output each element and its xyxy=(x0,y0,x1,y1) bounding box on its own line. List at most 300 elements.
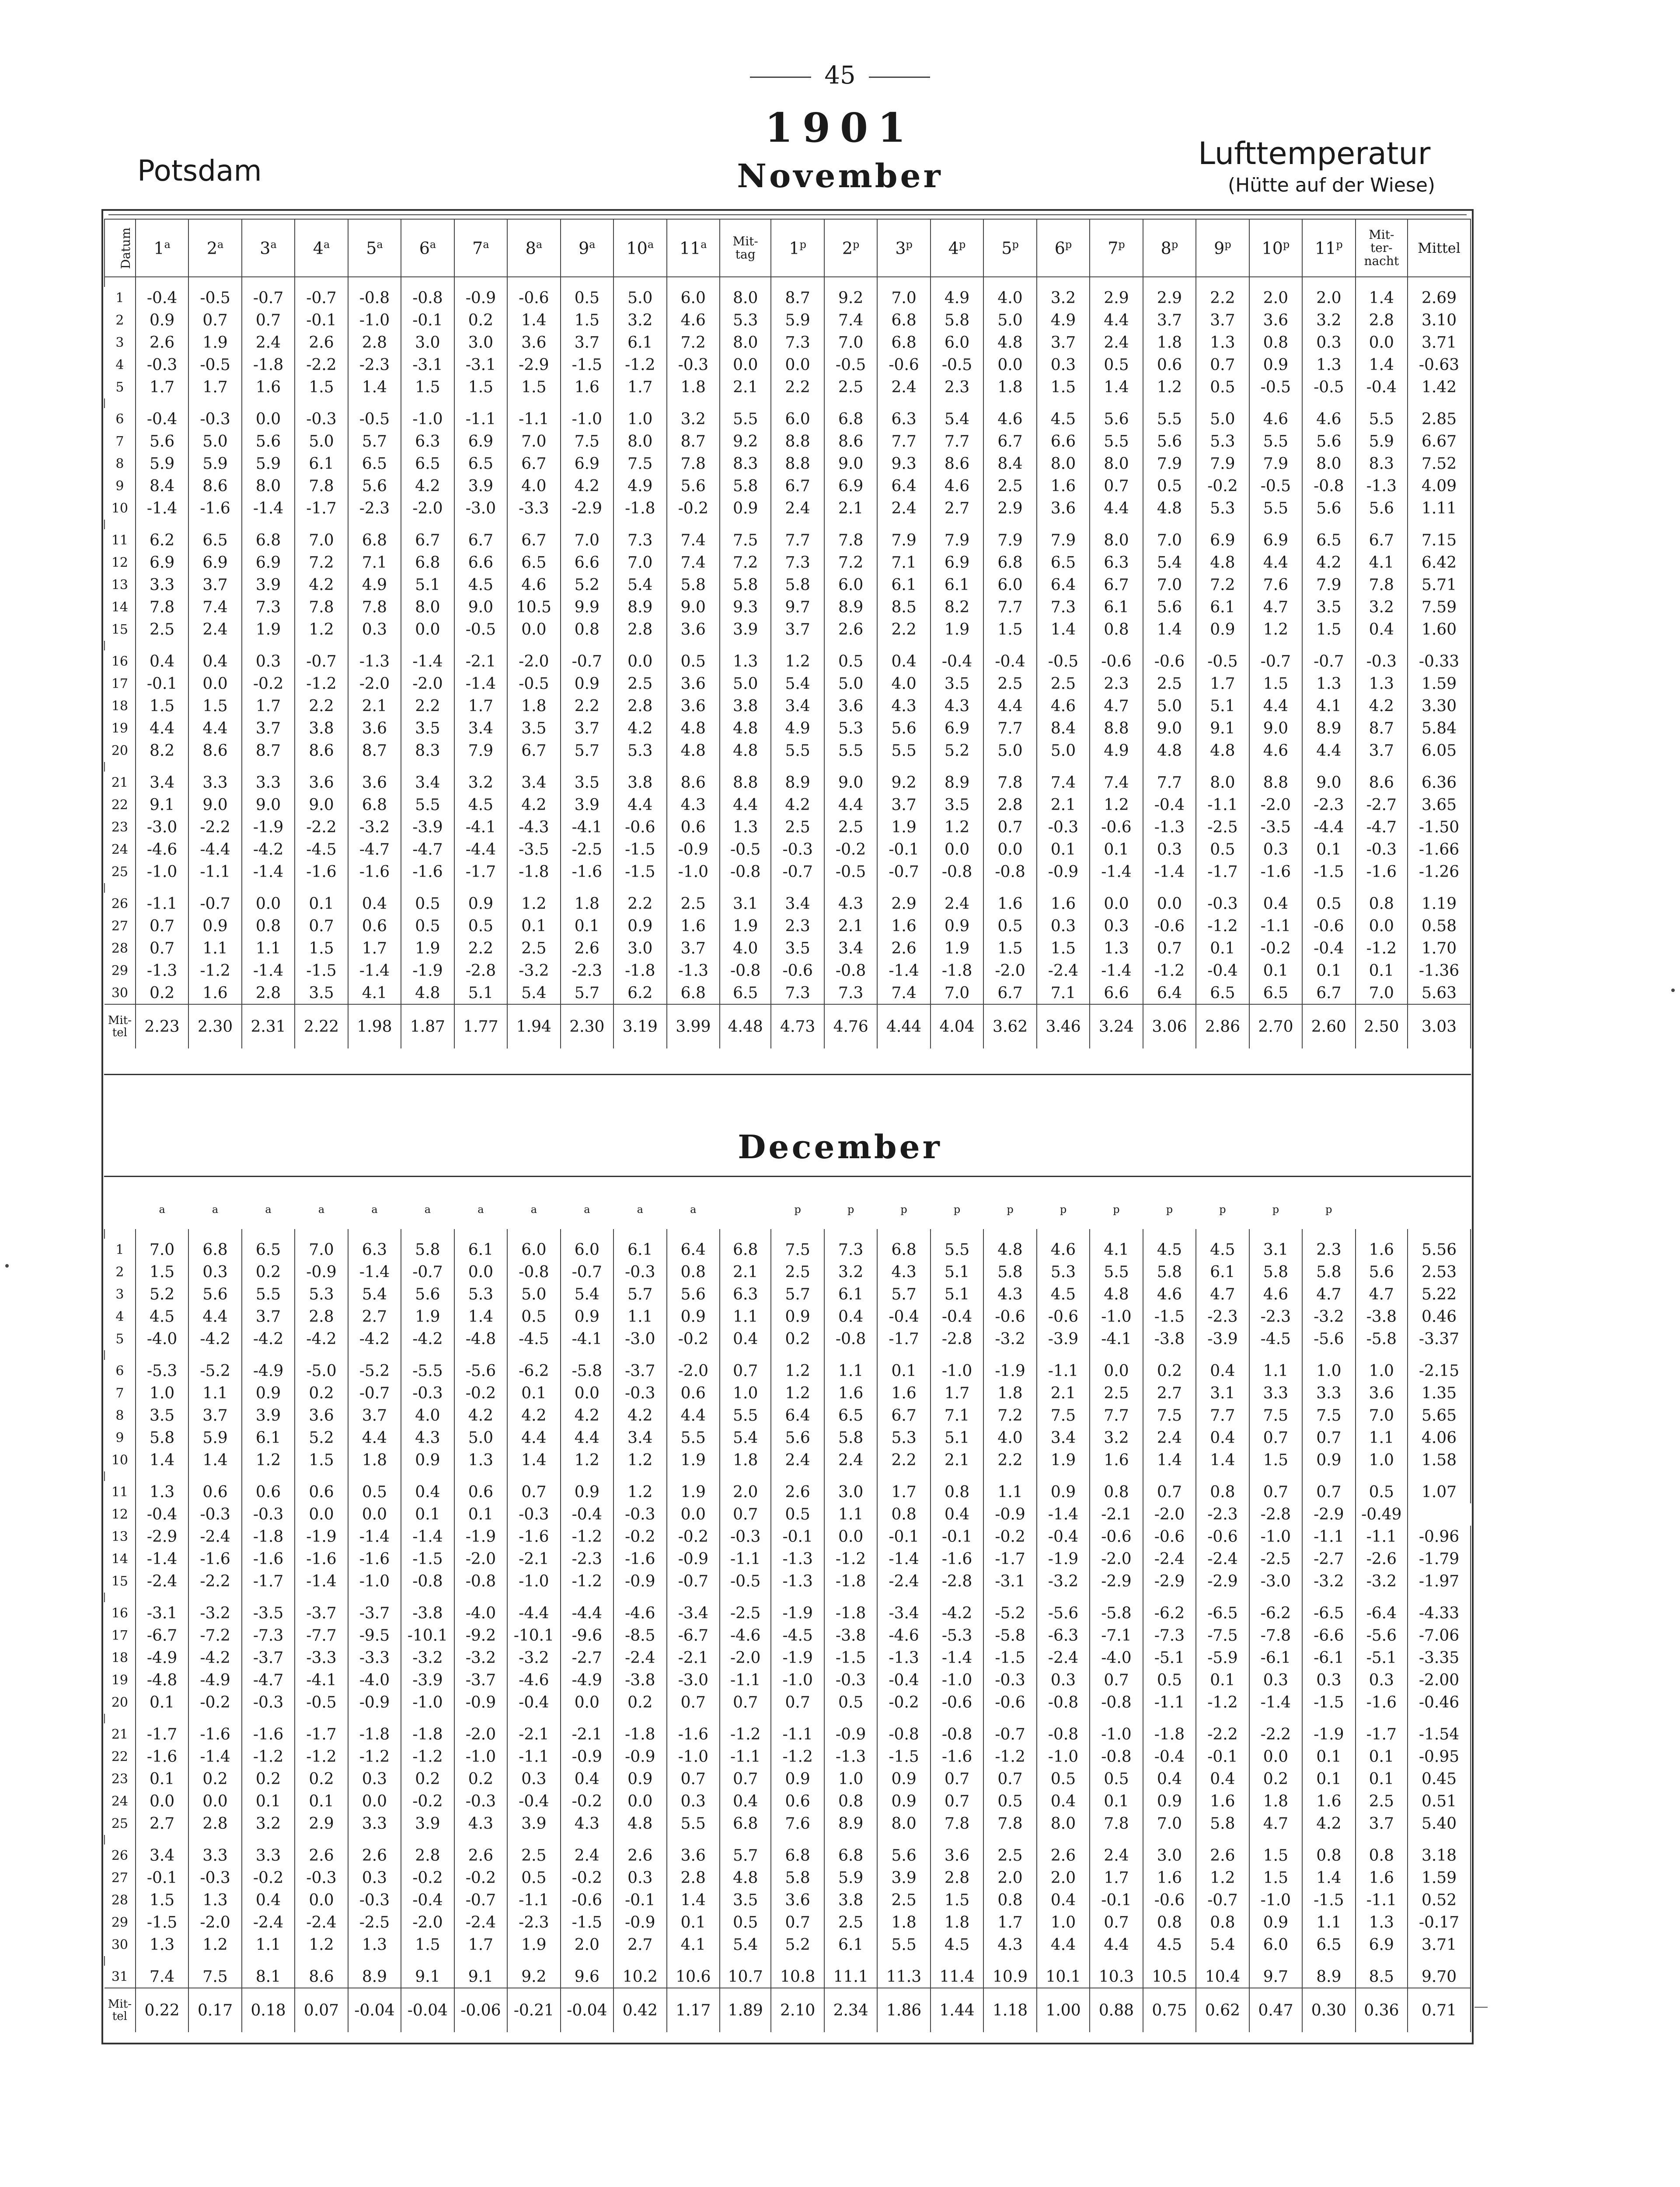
value-cell: 0.0 xyxy=(348,1790,401,1813)
value-cell: 1.07 xyxy=(1408,1481,1471,1503)
value-cell: 7.8 xyxy=(1356,574,1408,596)
value-cell: 5.0 xyxy=(295,430,348,453)
value-cell: 2.6 xyxy=(561,937,613,960)
value-cell: 7.9 xyxy=(1302,574,1355,596)
value-cell: 7.3 xyxy=(771,552,824,574)
value-cell: 2.0 xyxy=(1037,1867,1090,1889)
value-cell: 4.5 xyxy=(1037,1283,1090,1306)
value-cell: 9.0 xyxy=(454,596,507,618)
value-cell: 0.8 xyxy=(561,618,613,641)
value-cell: 6.4 xyxy=(877,475,930,497)
value-cell: 0.7 xyxy=(720,1503,771,1526)
value-cell: -1.4 xyxy=(1143,861,1196,883)
value-cell: -1.8 xyxy=(507,861,560,883)
value-cell: -2.8 xyxy=(1249,1503,1302,1526)
value-cell: 3.7 xyxy=(561,717,613,740)
value-cell: 5.5 xyxy=(720,408,771,430)
value-cell: 1.6 xyxy=(1037,893,1090,915)
table-row xyxy=(105,1328,1471,1350)
value-cell: 0.6 xyxy=(348,915,401,937)
value-cell: 0.4 xyxy=(877,650,930,673)
day-cell: 14 xyxy=(105,1548,136,1570)
mean-cell: 1.98 xyxy=(348,1004,401,1048)
value-cell: -1.7 xyxy=(983,1548,1036,1570)
table-row xyxy=(105,861,1471,883)
value-cell: 3.30 xyxy=(1408,695,1471,717)
value-cell: -0.2 xyxy=(401,1790,454,1813)
value-cell: 5.1 xyxy=(454,982,507,1004)
value-cell: 0.1 xyxy=(507,1382,560,1404)
value-cell: -1.8 xyxy=(242,354,295,376)
value-cell: 4.6 xyxy=(1249,740,1302,762)
value-cell: 3.2 xyxy=(1356,596,1408,618)
value-cell: 8.5 xyxy=(877,596,930,618)
value-cell: 1.2 xyxy=(561,1449,613,1471)
value-cell: 0.8 xyxy=(1196,1481,1249,1503)
day-cell: 27 xyxy=(105,915,136,937)
value-cell: 7.8 xyxy=(348,596,401,618)
table-row xyxy=(105,1867,1471,1889)
value-cell: 0.5 xyxy=(507,1306,560,1328)
value-cell: 0.3 xyxy=(348,1768,401,1790)
value-cell: 1.9 xyxy=(1037,1449,1090,1471)
value-cell: 3.9 xyxy=(454,475,507,497)
value-cell: -1.2 xyxy=(824,1548,877,1570)
value-cell: 7.2 xyxy=(667,332,720,354)
value-cell: -0.7 xyxy=(188,893,241,915)
value-cell: 1.6 xyxy=(824,1382,877,1404)
value-cell: 3.2 xyxy=(824,1261,877,1283)
value-cell: -2.5 xyxy=(1249,1548,1302,1570)
value-cell: 5.9 xyxy=(188,453,241,475)
value-cell: 0.4 xyxy=(348,893,401,915)
value-cell: 0.7 xyxy=(295,915,348,937)
value-cell: 2.5 xyxy=(824,816,877,838)
value-cell: 3.3 xyxy=(242,772,295,794)
value-cell: 9.0 xyxy=(824,772,877,794)
value-cell: 5.8 xyxy=(983,1261,1036,1283)
value-cell: 4.6 xyxy=(931,475,983,497)
value-cell: 0.3 xyxy=(613,1867,666,1889)
value-cell: 5.8 xyxy=(136,1427,188,1449)
value-cell: -1.1 xyxy=(1356,1526,1408,1548)
table-row xyxy=(105,740,1471,762)
day-cell: 28 xyxy=(105,937,136,960)
value-cell: -0.8 xyxy=(824,1328,877,1350)
table-row xyxy=(105,695,1471,717)
value-cell: -1.1 xyxy=(136,893,188,915)
header-hour: a xyxy=(159,1203,165,1216)
value-cell: -6.5 xyxy=(1196,1602,1249,1625)
value-cell: 6.7 xyxy=(507,529,560,552)
value-cell: 4.4 xyxy=(824,794,877,816)
value-cell: -1.6 xyxy=(188,1723,241,1746)
value-cell: -0.7 xyxy=(1249,650,1302,673)
value-cell: -0.6 xyxy=(1090,1526,1143,1548)
value-cell: 4.5 xyxy=(931,1934,983,1956)
value-cell: 3.8 xyxy=(720,695,771,717)
value-cell: 0.9 xyxy=(667,1306,720,1328)
table-row xyxy=(105,1283,1471,1306)
value-cell: -1.1 xyxy=(507,1746,560,1768)
value-cell: -0.4 xyxy=(136,287,188,309)
value-cell: -5.6 xyxy=(1302,1328,1355,1350)
value-cell: 0.6 xyxy=(667,816,720,838)
value-cell: 8.6 xyxy=(295,1966,348,1988)
value-cell: 0.7 xyxy=(1302,1481,1355,1503)
value-cell: 5.8 xyxy=(1302,1261,1355,1283)
margin-dot xyxy=(1671,989,1675,992)
value-cell: 0.7 xyxy=(1090,475,1143,497)
day-cell: 25 xyxy=(105,1813,136,1835)
value-cell: 0.5 xyxy=(983,1790,1036,1813)
value-cell: -2.7 xyxy=(561,1647,613,1669)
value-cell: 1.2 xyxy=(507,893,560,915)
value-cell: 0.9 xyxy=(188,915,241,937)
value-cell: 6.9 xyxy=(824,475,877,497)
group-spacer xyxy=(105,1350,1471,1360)
mean-cell: 0.47 xyxy=(1249,1988,1302,2032)
value-cell: 0.7 xyxy=(1143,1481,1196,1503)
month-title-december: December xyxy=(738,1128,942,1166)
day-cell: 16 xyxy=(105,1602,136,1625)
value-cell: -2.9 xyxy=(507,354,560,376)
value-cell: 2.4 xyxy=(771,1449,824,1471)
value-cell: 1.2 xyxy=(931,816,983,838)
value-cell: 7.0 xyxy=(1143,574,1196,596)
value-cell: 5.6 xyxy=(1302,430,1355,453)
value-cell: -3.8 xyxy=(613,1669,666,1691)
day-cell: 6 xyxy=(105,408,136,430)
value-cell: 6.5 xyxy=(348,453,401,475)
value-cell: -2.0 xyxy=(401,1911,454,1934)
header-hour: a xyxy=(530,1203,537,1216)
value-cell: -2.0 xyxy=(1143,1503,1196,1526)
value-cell: -3.35 xyxy=(1408,1647,1471,1669)
value-cell: 7.0 xyxy=(1356,1404,1408,1427)
value-cell: -1.2 xyxy=(188,960,241,982)
value-cell: -4.0 xyxy=(348,1669,401,1691)
value-cell: 5.3 xyxy=(1037,1261,1090,1283)
value-cell: 0.3 xyxy=(1249,838,1302,861)
value-cell: -7.06 xyxy=(1408,1625,1471,1647)
value-cell: -0.5 xyxy=(824,861,877,883)
value-cell: 0.2 xyxy=(454,1768,507,1790)
value-cell: 9.0 xyxy=(295,794,348,816)
value-cell: -1.9 xyxy=(983,1360,1036,1382)
value-cell: 1.9 xyxy=(931,937,983,960)
value-cell: 9.1 xyxy=(454,1966,507,1988)
value-cell: 5.0 xyxy=(983,309,1036,332)
value-cell: 6.0 xyxy=(931,332,983,354)
value-cell: -1.3 xyxy=(771,1548,824,1570)
value-cell: 4.3 xyxy=(983,1934,1036,1956)
value-cell: 0.0 xyxy=(136,1790,188,1813)
value-cell: 5.6 xyxy=(188,1283,241,1306)
value-cell: -1.1 xyxy=(1249,915,1302,937)
value-cell: -0.2 xyxy=(1249,937,1302,960)
value-cell: 3.6 xyxy=(824,695,877,717)
value-cell: -0.4 xyxy=(136,408,188,430)
value-cell: -3.9 xyxy=(401,816,454,838)
value-cell: -2.9 xyxy=(136,1526,188,1548)
header-hour: 9$^p$ xyxy=(1196,219,1249,277)
value-cell: -3.8 xyxy=(1143,1328,1196,1350)
value-cell: 0.0 xyxy=(771,354,824,376)
value-cell: -1.4 xyxy=(242,960,295,982)
value-cell: -3.2 xyxy=(1356,1570,1408,1593)
value-cell: 6.4 xyxy=(771,1404,824,1427)
header-hour: a xyxy=(371,1203,378,1216)
value-cell: 1.6 xyxy=(1196,1790,1249,1813)
value-cell: 11.1 xyxy=(824,1966,877,1988)
value-cell: 0.6 xyxy=(295,1481,348,1503)
table-row xyxy=(105,1503,1471,1526)
table-row xyxy=(105,1723,1471,1746)
value-cell: 7.0 xyxy=(561,529,613,552)
value-cell: -1.4 xyxy=(242,861,295,883)
value-cell: 1.3 xyxy=(1090,937,1143,960)
value-cell: 4.9 xyxy=(1090,740,1143,762)
table-row xyxy=(105,1911,1471,1934)
value-cell: 7.2 xyxy=(983,1404,1036,1427)
value-cell: -2.0 xyxy=(401,497,454,520)
value-cell: 8.7 xyxy=(348,740,401,762)
value-cell: 3.9 xyxy=(877,1867,930,1889)
value-cell: 6.3 xyxy=(1090,552,1143,574)
value-cell: 3.2 xyxy=(454,772,507,794)
mean-cell: -0.04 xyxy=(561,1988,613,2032)
value-cell: -1.2 xyxy=(561,1526,613,1548)
value-cell: 2.9 xyxy=(295,1813,348,1835)
value-cell: 4.9 xyxy=(348,574,401,596)
value-cell: 3.2 xyxy=(1090,1427,1143,1449)
header-hour: 5$^p$ xyxy=(983,219,1036,277)
value-cell: 0.9 xyxy=(1037,1481,1090,1503)
value-cell: 4.4 xyxy=(1249,695,1302,717)
value-cell: 7.8 xyxy=(295,475,348,497)
value-cell: -6.2 xyxy=(1143,1602,1196,1625)
value-cell: 5.5 xyxy=(1249,430,1302,453)
value-cell: 0.5 xyxy=(1196,376,1249,398)
value-cell: -1.8 xyxy=(824,1570,877,1593)
value-cell: 2.8 xyxy=(401,1845,454,1867)
value-cell: 3.8 xyxy=(613,772,666,794)
value-cell: 5.8 xyxy=(720,475,771,497)
value-cell: 3.6 xyxy=(348,717,401,740)
value-cell: 0.8 xyxy=(242,915,295,937)
mean-cell: 1.44 xyxy=(931,1988,983,2032)
value-cell: -1.1 xyxy=(720,1746,771,1768)
value-cell: -3.1 xyxy=(983,1570,1036,1593)
value-cell: 0.9 xyxy=(561,1306,613,1328)
value-cell: 5.9 xyxy=(242,453,295,475)
value-cell: -3.37 xyxy=(1408,1328,1471,1350)
value-cell: 7.4 xyxy=(1090,772,1143,794)
page-number: 45 xyxy=(0,61,1680,90)
value-cell: 1.9 xyxy=(507,1934,560,1956)
value-cell: 6.7 xyxy=(507,453,560,475)
value-cell: 3.4 xyxy=(613,1427,666,1449)
value-cell: 6.5 xyxy=(1249,982,1302,1004)
day-cell: 7 xyxy=(105,430,136,453)
value-cell: 4.2 xyxy=(561,1404,613,1427)
day-cell: 22 xyxy=(105,1746,136,1768)
value-cell: -2.2 xyxy=(1196,1723,1249,1746)
header-hour: 10$^a$ xyxy=(613,219,666,277)
value-cell: 7.7 xyxy=(1196,1404,1249,1427)
value-cell: 3.6 xyxy=(1037,497,1090,520)
value-cell: -0.5 xyxy=(295,1691,348,1714)
value-cell: 1.9 xyxy=(667,1449,720,1471)
value-cell: 5.7 xyxy=(771,1283,824,1306)
mean-cell: 3.99 xyxy=(667,1004,720,1048)
value-cell: 1.5 xyxy=(136,1889,188,1911)
value-cell: 0.7 xyxy=(931,1790,983,1813)
value-cell: -0.8 xyxy=(1090,1691,1143,1714)
value-cell: 3.7 xyxy=(242,1306,295,1328)
value-cell: 3.2 xyxy=(1302,309,1355,332)
header-hour: 7$^p$ xyxy=(1090,219,1143,277)
value-cell: 2.4 xyxy=(877,376,930,398)
value-cell: 0.1 xyxy=(1090,1790,1143,1813)
value-cell: -5.2 xyxy=(983,1602,1036,1625)
value-cell: -1.9 xyxy=(295,1526,348,1548)
value-cell: 3.7 xyxy=(1356,1813,1408,1835)
value-cell: 0.5 xyxy=(983,915,1036,937)
value-cell: 3.3 xyxy=(348,1813,401,1835)
value-cell: 2.9 xyxy=(1090,287,1143,309)
value-cell: 1.7 xyxy=(931,1382,983,1404)
value-cell: 1.8 xyxy=(507,695,560,717)
value-cell: -1.4 xyxy=(877,1548,930,1570)
value-cell: 5.6 xyxy=(877,717,930,740)
value-cell: 4.1 xyxy=(1090,1239,1143,1261)
value-cell: 0.3 xyxy=(1143,838,1196,861)
value-cell: -6.7 xyxy=(136,1625,188,1647)
value-cell: 7.59 xyxy=(1408,596,1471,618)
value-cell: -1.0 xyxy=(348,309,401,332)
value-cell: -0.5 xyxy=(1249,376,1302,398)
value-cell: -0.9 xyxy=(348,1691,401,1714)
value-cell: -0.7 xyxy=(877,861,930,883)
value-cell: 1.1 xyxy=(188,1382,241,1404)
value-cell: 0.7 xyxy=(1196,354,1249,376)
value-cell: -0.9 xyxy=(983,1503,1036,1526)
value-cell: -0.5 xyxy=(188,354,241,376)
mean-cell: 2.60 xyxy=(1302,1004,1355,1048)
value-cell: 0.5 xyxy=(348,1481,401,1503)
value-cell: 0.8 xyxy=(667,1261,720,1283)
value-cell: 4.4 xyxy=(1090,309,1143,332)
value-cell: 0.1 xyxy=(1302,1746,1355,1768)
value-cell: -2.0 xyxy=(667,1360,720,1382)
value-cell: -1.2 xyxy=(1356,937,1408,960)
value-cell: -5.6 xyxy=(1356,1625,1408,1647)
value-cell: 0.4 xyxy=(931,1503,983,1526)
value-cell: 1.6 xyxy=(1356,1867,1408,1889)
mean-cell: 1.18 xyxy=(983,1988,1036,2032)
value-cell: -2.7 xyxy=(1302,1548,1355,1570)
value-cell: 0.4 xyxy=(136,650,188,673)
value-cell: -1.4 xyxy=(136,497,188,520)
value-cell: -1.0 xyxy=(1090,1306,1143,1328)
value-cell: -1.5 xyxy=(401,1548,454,1570)
value-cell: -0.7 xyxy=(561,1261,613,1283)
value-cell: -0.6 xyxy=(1090,650,1143,673)
value-cell: -2.5 xyxy=(348,1911,401,1934)
value-cell: 3.6 xyxy=(1356,1382,1408,1404)
value-cell: -0.3 xyxy=(188,1503,241,1526)
value-cell: -0.7 xyxy=(1196,1889,1249,1911)
value-cell: 4.6 xyxy=(1143,1283,1196,1306)
value-cell: 4.4 xyxy=(1249,552,1302,574)
mean-cell: 0.17 xyxy=(188,1988,241,2032)
value-cell: 1.2 xyxy=(771,1382,824,1404)
group-spacer xyxy=(105,1471,1471,1481)
value-cell: 0.4 xyxy=(720,1790,771,1813)
value-cell: -0.2 xyxy=(667,1526,720,1548)
value-cell: -2.4 xyxy=(136,1570,188,1593)
header-hour: p xyxy=(1113,1203,1120,1216)
value-cell: 3.1 xyxy=(720,893,771,915)
value-cell: 6.8 xyxy=(877,332,930,354)
value-cell: -0.6 xyxy=(1143,650,1196,673)
value-cell: 6.8 xyxy=(401,552,454,574)
value-cell: 8.6 xyxy=(667,772,720,794)
value-cell: 0.5 xyxy=(720,1911,771,1934)
value-cell: 9.2 xyxy=(824,287,877,309)
day-cell: 29 xyxy=(105,1911,136,1934)
mean-cell: 1.87 xyxy=(401,1004,454,1048)
value-cell: 6.0 xyxy=(771,408,824,430)
value-cell: -1.2 xyxy=(401,1746,454,1768)
value-cell: 0.1 xyxy=(667,1911,720,1934)
value-cell: 0.9 xyxy=(877,1790,930,1813)
value-cell: -5.8 xyxy=(1356,1328,1408,1350)
group-spacer xyxy=(105,762,1471,772)
value-cell: -0.7 xyxy=(561,650,613,673)
day-cell: 15 xyxy=(105,1570,136,1593)
value-cell: 7.0 xyxy=(507,430,560,453)
value-cell: -1.6 xyxy=(295,861,348,883)
value-cell: 1.9 xyxy=(401,1306,454,1328)
value-cell: -3.2 xyxy=(1037,1570,1090,1593)
value-cell: 6.9 xyxy=(931,717,983,740)
value-cell: 6.5 xyxy=(242,1239,295,1261)
value-cell: -0.7 xyxy=(348,1382,401,1404)
value-cell: 8.4 xyxy=(136,475,188,497)
value-cell: -1.9 xyxy=(242,816,295,838)
value-cell: 0.0 xyxy=(242,408,295,430)
value-cell: -0.5 xyxy=(720,1570,771,1593)
value-cell: 5.5 xyxy=(1090,430,1143,453)
value-cell: 0.2 xyxy=(188,1768,241,1790)
value-cell: -0.3 xyxy=(188,408,241,430)
value-cell: -1.2 xyxy=(348,1746,401,1768)
value-cell: -0.4 xyxy=(1037,1526,1090,1548)
value-cell: 2.5 xyxy=(877,1889,930,1911)
value-cell: 8.8 xyxy=(1249,772,1302,794)
header-hour: 2$^p$ xyxy=(824,219,877,277)
value-cell: 7.2 xyxy=(1196,574,1249,596)
value-cell: 7.4 xyxy=(877,982,930,1004)
day-cell: 10 xyxy=(105,1449,136,1471)
value-cell: 0.0 xyxy=(1090,1360,1143,1382)
value-cell: 5.8 xyxy=(771,574,824,596)
value-cell: 0.0 xyxy=(1356,915,1408,937)
value-cell: 7.7 xyxy=(983,717,1036,740)
